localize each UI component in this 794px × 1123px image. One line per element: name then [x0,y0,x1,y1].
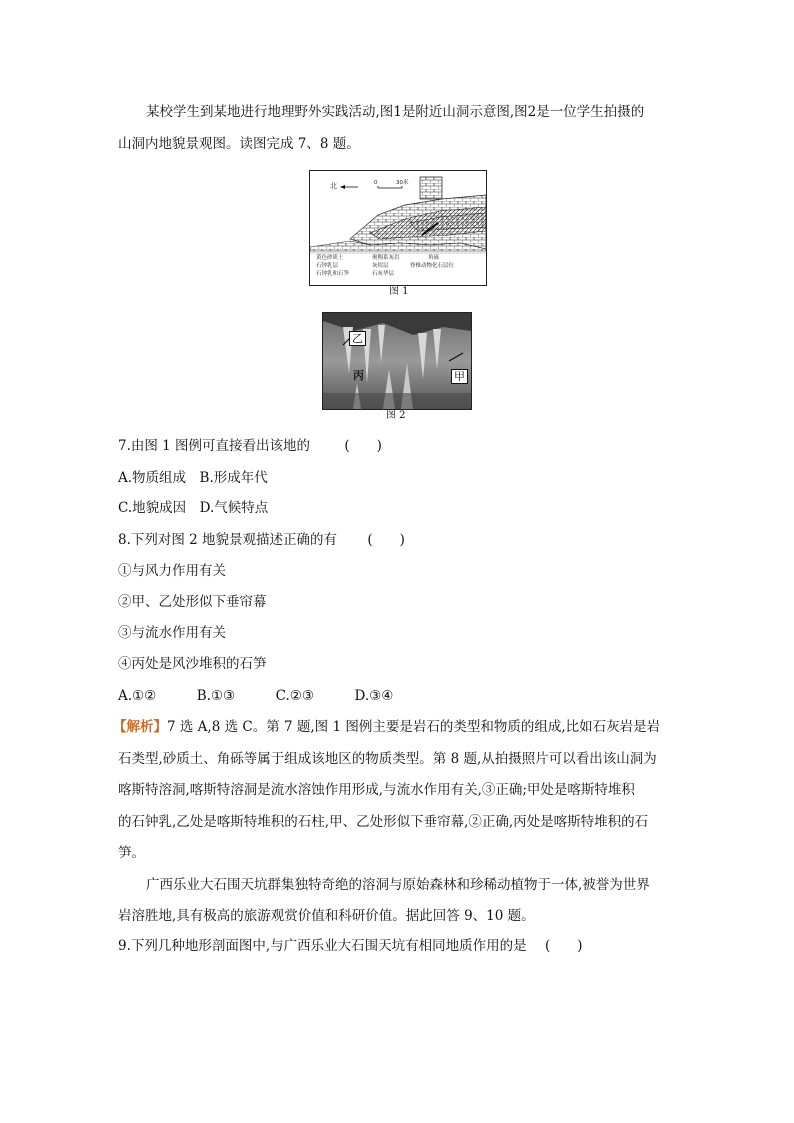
legend-item-2: 奥陶系灰岩 [372,255,400,261]
legend-item-6: 脊椎动物化石层位 [410,263,455,269]
figure-1-cave-diagram [309,170,487,286]
analysis-line-2: 石类型,砂质土、角砾等属于组成该地区的物质类型。第 8 题,从拍摄照片可以看出该山洞为 [118,751,657,767]
intro2-line-2: 岩溶胜地,具有极高的旅游观赏价值和科研价值。据此回答 9、10 题。 [118,908,535,924]
analysis-text-1: 7 选 A,8 选 C。第 7 题,图 1 图例主要是岩石的类型和物质的组成,比如石灰岩是岩 [167,719,661,735]
analysis-line-3: 喀斯特溶洞,喀斯特溶洞是流水溶蚀作用形成,与流水作用有关,③正确;甲处是喀斯特堆积 [118,782,635,798]
legend-item-1: 黄色砂质土 [316,255,344,261]
analysis-line-1 [113,717,660,737]
question-7-stem [118,436,382,456]
analysis-line-4: 的石钟乳,乙处是喀斯特堆积的石柱,甲、乙处形似下垂帘幕,②正确,丙处是喀斯特堆积的石 [118,814,649,830]
cave-photo-drawing [323,313,471,409]
intro-paragraph-line-1: 某校学生到某地进行地理野外实践活动,图1是附近山洞示意图,图2是一位学生拍摄的 [146,104,645,120]
legend-item-5: 灰烬层 [372,263,389,269]
analysis-line-5: 笋。 [118,845,145,861]
legend-item-8: 石灰华层 [372,271,395,277]
label-yi: 乙 [349,331,366,346]
question-7-answer-paren: ( ) [344,438,382,454]
label-jia: 甲 [451,369,468,384]
question-9-answer-paren: ( ) [544,938,583,954]
question-8-statement-1: ①与风力作用有关 [118,563,226,579]
analysis-tag: 【解析】 [113,719,167,735]
question-7-options-ab: A.物质组成 B.形成年代 [118,470,268,486]
question-8-statement-4: ④丙处是风沙堆积的石笋 [118,656,267,672]
figure-2-caption: 图 2 [386,410,406,421]
legend-item-7: 石钟乳和石笋 [316,271,350,277]
question-7-text: 7.由图 1 图例可直接看出该地的 [118,438,311,454]
question-8-statement-3: ③与流水作用有关 [118,625,226,641]
question-8-statement-2: ②甲、乙处形似下垂帘幕 [118,594,267,610]
question-8-stem [118,530,405,550]
scale-end-label: 30米 [396,180,409,186]
question-8-text: 8.下列对图 2 地貌景观描述正确的有 [118,532,338,548]
scale-zero-label: 0 [374,180,378,186]
legend-item-3: 角砾 [428,255,440,261]
question-8-options: A.①② B.①③ C.②③ D.③④ [118,688,394,704]
question-7-options-cd: C.地貌成因 D.气候特点 [118,500,269,516]
figure-2-cave-photo [322,312,472,410]
intro-paragraph-line-2: 山洞内地貌景观图。读图完成 7、8 题。 [118,136,360,152]
question-9-stem [118,936,583,956]
question-9-text: 9.下列几种地形剖面图中,与广西乐业大石围天坑有相同地质作用的是 [118,938,527,954]
figure-1-caption: 图 1 [389,286,409,297]
legend-item-4: 石钟乳层 [316,263,339,269]
label-bing: 丙 [353,369,364,382]
north-label: 北 [330,182,337,190]
question-8-answer-paren: ( ) [367,532,405,548]
intro2-line-1: 广西乐业大石围天坑群集独特奇绝的溶洞与原始森林和珍稀动植物于一体,被誉为世界 [146,877,650,893]
